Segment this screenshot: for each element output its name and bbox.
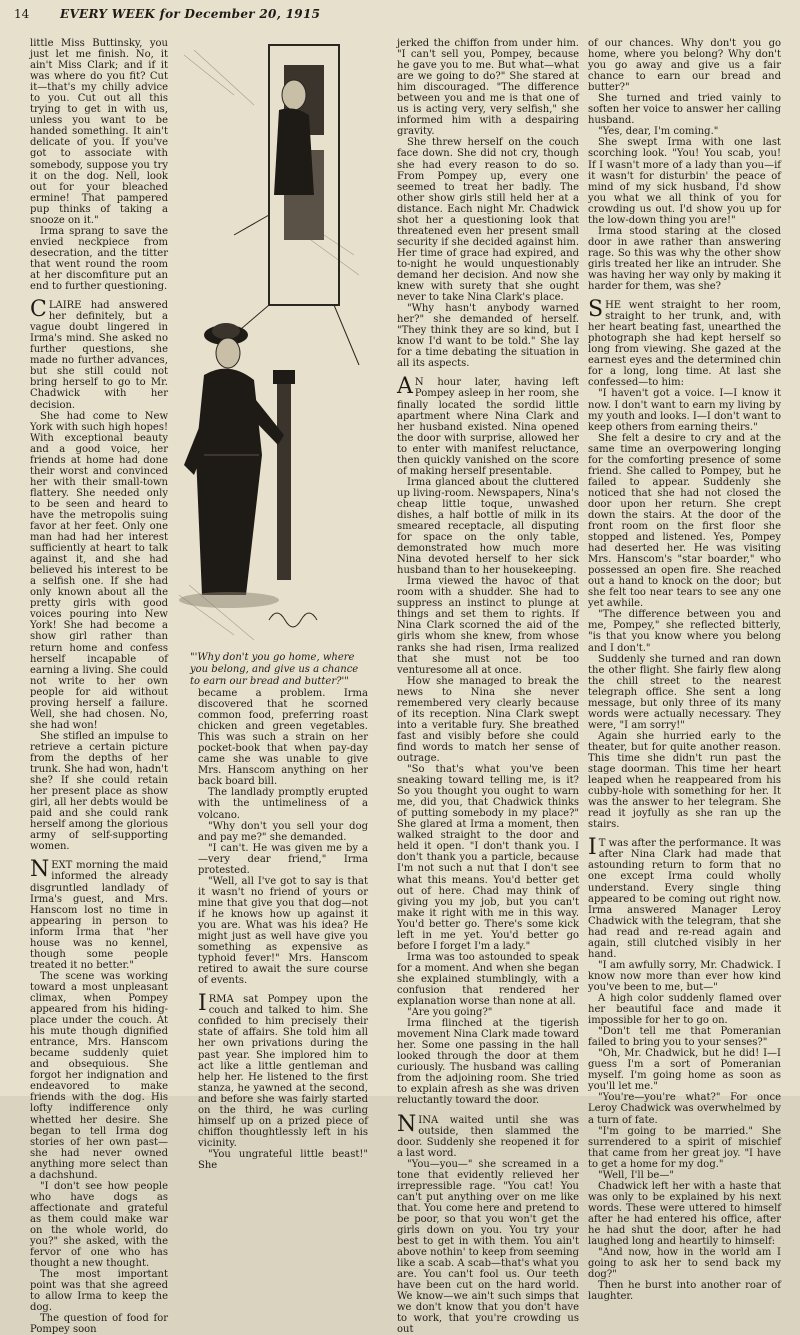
paragraph: "I don't see how people who have dogs as affectionate and grateful as them could make war on the whole world, do you?" she asked, with the fervor of one who has thought a new thought.	[30, 1180, 168, 1270]
paragraph: "Well, I'll be—"	[598, 1169, 674, 1181]
illustration-caption: "'Why don't you go home, where you belong, and give us a chance to earn our bread and butter?'"	[190, 652, 359, 687]
paragraph: jerked the chiffon from under him. "I can't sell you, Pompey, because he gave you to me. But what—what are we going to do?" She stared at him discouraged. "The difference between you and me is that one of us is acting very, very selfish," she informed him with a despairing gravity.	[397, 38, 579, 138]
paragraph: "I can't. He was given me by a—very dear friend," Irma protested.	[198, 842, 368, 876]
paragraph: of our chances. Why don't you go home, where you belong? Why don't you go away and give us a fair chance to earn our bread and butter?"	[588, 38, 781, 94]
paragraph-text: RMA sat Pompey upon the couch and talked to him. She confided to him precisely their state of affairs. She told him all her own privations during the past year. She implored him to act like a little gentleman and help her. He listened to the first stanza, he yawned at the second, and before she was fairly started on the third, he was curling himself up on a prized piece of chiffon thoughtlessly left in his vicinity.	[198, 994, 368, 1149]
paragraph: "I am awfully sorry, Mr. Chadwick. I know now more than ever how kind you've been to me, but—"	[588, 959, 781, 993]
paragraph: "You ungrateful little beast!" She	[198, 1148, 368, 1171]
paragraph-text: EXT morning the maid informed the already disgruntled landlady of Irma's guest, and Mrs. Hanscom lost no time in appearing in person to inform Irma that "her house was no kennel, though some people treated it no better."	[30, 860, 168, 971]
drop-cap: A	[397, 374, 413, 400]
paragraph: Irma was too astounded to speak for a moment. And when she began she explained stumblingly, with a confusion that rendered her explanation worse than none at all.	[397, 951, 579, 1008]
paragraph: She stifled an impulse to retrieve a certain picture from the depths of her trunk. She had won, hadn't she? If she could retain her present place as show girl, all her debts would be paid and she could rank herself among the glorious army of self-supporting women.	[30, 730, 168, 853]
paragraph: "I haven't got a voice. I—I know it now. I don't want to earn my living by my youth and looks. I—I don't want to keep others from earning theirs."	[588, 388, 781, 433]
paragraph: "Why hasn't anybody warned her?" she demanded of herself. "They think they are so kind, but I know I'd want to be told." She lay for a time debating the situation in all its aspects.	[397, 303, 579, 370]
publication-title: EVERY WEEK for December 20, 1915	[60, 7, 321, 21]
paragraph: Suddenly she turned and ran down the other flight. She fairly flew along the chill street to the nearest telegraph office. She sent a long message, but only three of its many words were actually necessary. They were, "I am sorry!"	[588, 653, 781, 731]
paragraph: "And now, how in the world am I going to ask her to send back my dog?"	[588, 1247, 781, 1281]
paragraph: "The difference between you and me, Pompey," she reflected bitterly, "is that you know where you belong and I don't."	[588, 609, 781, 654]
paragraph: The most important point was that she agreed to allow Irma to keep the dog.	[30, 1269, 168, 1314]
drop-cap: I	[198, 991, 207, 1017]
column-1	[30, 38, 168, 1335]
drop-cap: C	[30, 297, 47, 323]
paragraph: "Are you going?"	[407, 1007, 493, 1019]
paragraph	[588, 297, 781, 389]
drop-cap: S	[588, 297, 604, 323]
column-2	[198, 688, 368, 1171]
paragraph: Chadwick left her with a haste that was only to be explained by his next words. These were uttered to himself after he had entered his office, after he had shut the door, after he had laughed long and heartily to himself:	[588, 1180, 781, 1248]
page-number: 14	[14, 7, 30, 21]
paragraph: "You—you—" she screamed in a tone that evidently relieved her irrepressible rage. "You cat! You can't put anything over on me like that. You come here and pretend to be poor, so that you won't get the girls down on you. You try your best to get in with them. You ain't above nothin' to keep from seeming like a scab. A scab—that's what you are. You can't fool us. Our teeth have been cut on the hard world. We know—we ain't such simps that we don't know that you don't have to work, that you're crowding us out	[397, 1158, 579, 1335]
drop-cap: I	[588, 835, 597, 861]
drop-cap: N	[30, 857, 50, 883]
paragraph: Irma sprang to save the envied neckpiece from desecration, and the titter that went round the room at her discomfiture put an end to further questioning.	[30, 225, 168, 293]
paragraph: "Oh, Mr. Chadwick, but he did! I—I guess I'm a sort of Pomeranian myself. I'm going home as soon as you'll let me."	[588, 1048, 781, 1093]
drop-cap: N	[397, 1111, 417, 1137]
paragraph: "Well, all I've got to say is that it wasn't no friend of yours or mine that give you that dog—not if he knows how up against it you are. What was his idea? He might just as well have give you something as expensive as typhoid fever!" Mrs. Hanscom retired to await the sure course of events.	[198, 875, 368, 987]
paragraph: She felt a desire to cry and at the same time an overpowering longing for the comforting presence of some friend. She called to Pompey, but he failed to appear. Suddenly she noticed that she had not closed the door upon her return. She crept down the stairs. At the door of the front room on the first floor she stopped and listened. Yes, Pompey had deserted her. He was visiting Mrs. Hanscom's "star boarder," who possessed an open fire. She reached out a hand to knock on the door; but she felt too near tears to see any one yet awhile.	[588, 432, 781, 610]
paragraph: "Yes, dear, I'm coming."	[598, 126, 719, 138]
paragraph	[397, 374, 579, 477]
paragraph: little Miss Buttinsky, you just let me finish. No, it ain't Miss Clark; and if it was where do you fit? Cut it—that's my chilly advice to you. Cut out all this trying to get in with us, unless you want to be handed something. It ain't delicate of you. If you've got to associate with somebody, suppose you try it on the dog. Nell, look out for your bleached ermine! That pampered pup thinks of taking a snooze on it."	[30, 38, 168, 226]
paragraph: She had come to New York with such high hopes! With exceptional beauty and a good voice, her friends at home had done their worst and convinced her with their small-town flattery. She needed only to be seen and heard to have the metropolis suing favor at her feet. Only one man had had her interest sufficiently at heart to talk against it, and she had believed his interest to be a selfish one. If she had only known about all the pretty girls with good voices pouring into New York! She had become a show girl rather than return home and confess herself incapable of earning a living. She could not write to her own people for aid without proving herself a failure. Well, she had chosen. No, she had won!	[30, 410, 168, 731]
paragraph: Irma flinched at the tigerish movement Nina Clark made toward her. Some one passing in the hall looked through the door at them curiously. The husband was calling from the adjoining room. She tried to explain afresh as she was driven reluctantly toward the door.	[397, 1018, 579, 1107]
page-header	[14, 7, 794, 25]
paragraph	[397, 1111, 579, 1159]
paragraph: She turned and tried vainly to soften her voice to answer her calling husband.	[588, 93, 781, 127]
paragraph: "Why don't you sell your dog and pay me?" she demanded.	[198, 820, 368, 843]
column-4	[588, 38, 781, 1303]
story-illustration	[174, 35, 359, 647]
paragraph-text: HE went straight to her room, straight to her trunk, and, with her heart beating fast, unearthed the photograph she had kept herself so long from viewing. She gazed at the earnest eyes and the determined chin for a long, long time. At last she confessed—to him:	[588, 300, 781, 389]
paragraph	[588, 835, 781, 960]
paragraph: The landlady promptly erupted with the untimeliness of a volcano.	[198, 787, 368, 821]
paragraph: "So that's what you've been sneaking toward telling me, is it? So you thought you ought to warn me, did you, that Chadwick thinks of putting somebody in my place?" She glared at Irma a moment, then walked straight to the door and held it open. "I don't thank you. I don't thank you a particle, because I'm not such a nut that I don't see what this means. You'd better get out of here. Chad may think of giving you my job, but you can't make it right with me in this way. You'd better go. There's some kick left in me yet. You'd better go before I forget I'm a lady."	[397, 764, 579, 952]
paragraph: Irma glanced about the cluttered up living-room. Newspapers, Nina's cheap little toque, unwashed dishes, a half bottle of milk in its smeared receptacle, all disputing for space on the only table, demonstrated how much more Nina devoted herself to her sick husband than to her housekeeping.	[397, 476, 579, 577]
paragraph-text: LAIRE had answered her definitely, but a vague doubt lingered in Irma's mind. She asked no further questions, she made no further advances, but she still could not bring herself to go to Mr. Chadwick with her decision.	[30, 300, 168, 411]
paragraph: became a problem. Irma discovered that he scorned common food, preferring roast chicken and green vegetables. This was such a strain on her pocket-book that when pay-day came she was unable to give Mrs. Hanscom anything on her back board bill.	[198, 688, 368, 788]
paragraph: "I'm going to be married." She surrendered to a spirit of mischief that came from her great joy. "I have to get a home for my dog."	[588, 1125, 781, 1170]
paragraph: Again she hurried early to the theater, but for quite another reason. This time she didn't run past the stage doorman. This time her heart leaped when he reappeared from his cubby-hole with something for her. It was the answer to her telegram. She read it joyfully as she ran up the stairs.	[588, 730, 781, 831]
paragraph: How she managed to break the news to Nina she never remembered very clearly because of its reception. Nina Clark swept into a veritable fury. She breathed fast and visibly before she could find words to match her sense of outrage.	[397, 675, 579, 764]
paragraph-text: INA waited until she was outside, then slammed the door. Suddenly she reopened it for a last word.	[397, 1114, 579, 1159]
paragraph: "You're—you're what?" For once Leroy Chadwick was overwhelmed by a turn of fate.	[588, 1092, 781, 1126]
column-3	[397, 38, 579, 1335]
paragraph: "Don't tell me that Pomeranian failed to bring you to your senses?"	[588, 1026, 781, 1049]
paragraph-text: T was after the performance. It was after Nina Clark had made that astounding return to form that no one except Irma could wholly understand. Every single thing appeared to be coming out right now. Irma answered Manager Leroy Chadwick with the telegram, that she had read and re-read again and again, still clutched visibly in her hand.	[588, 838, 781, 960]
paragraph-text: N hour later, having left Pompey asleep in her room, she finally located the sordid little apartment where Nina Clark and her husband existed. Nina opened the door with surprise, allowed her to enter with manifest reluctance, then quickly vanished on the score of making herself presentable.	[397, 377, 579, 477]
paragraph	[198, 991, 368, 1149]
paragraph	[30, 297, 168, 411]
paragraph: Irma viewed the havoc of that room with a shudder. She had to suppress an instinct to plunge at things and set them to rights. If Nina Clark scorned the aid of the girls whom she knew, from whose ranks she had risen, Irma realized that she must not be too venturesome all at once.	[397, 576, 579, 676]
paragraph: The question of food for Pompey soon	[30, 1313, 168, 1335]
paragraph: The scene was working toward a most unpleasant climax, when Pompey appeared from his hiding-place under the couch. At his mute though dignified entrance, Mrs. Hanscom became suddenly quiet and obsequious. She forgot her indignation and endeavored to make friends with the dog. His lofty indifference only whetted her desire. She began to tell Irma dog stories of her own past—she had never owned anything more select than a dachshund.	[30, 970, 168, 1181]
paragraph: She swept Irma with one last scorching look. "You! You scab, you! If I wasn't more of a lady than you—if it wasn't for disturbin' the peace of mind of my sick husband, I'd show you what we all think of you for crowding us out. I'd show you up for the low-down thing you are!"	[588, 137, 781, 226]
illustration-drawing	[174, 35, 359, 647]
paragraph: Irma stood staring at the closed door in awe rather than answering rage. So this was why the other show girls treated her like an intruder. She was having her way only by making it harder for them, was she?	[588, 225, 781, 293]
paragraph: Then he burst into another roar of laughter.	[588, 1280, 781, 1303]
paragraph: A high color suddenly flamed over her beautiful face and made it impossible for her to go on.	[588, 992, 781, 1027]
paragraph	[30, 857, 168, 971]
paragraph: She threw herself on the couch face down. She did not cry, though she had every reason to do so. From Pompey up, every one seemed to treat her badly. The other show girls still held her at a distance. Each night Mr. Chadwick shot her a questioning look that threatened even her present small security if she decided against him. Her time of grace had expired, and to-night he would unquestionably demand her decision. And now she knew with surety that she ought never to take Nina Clark's place.	[397, 137, 579, 304]
